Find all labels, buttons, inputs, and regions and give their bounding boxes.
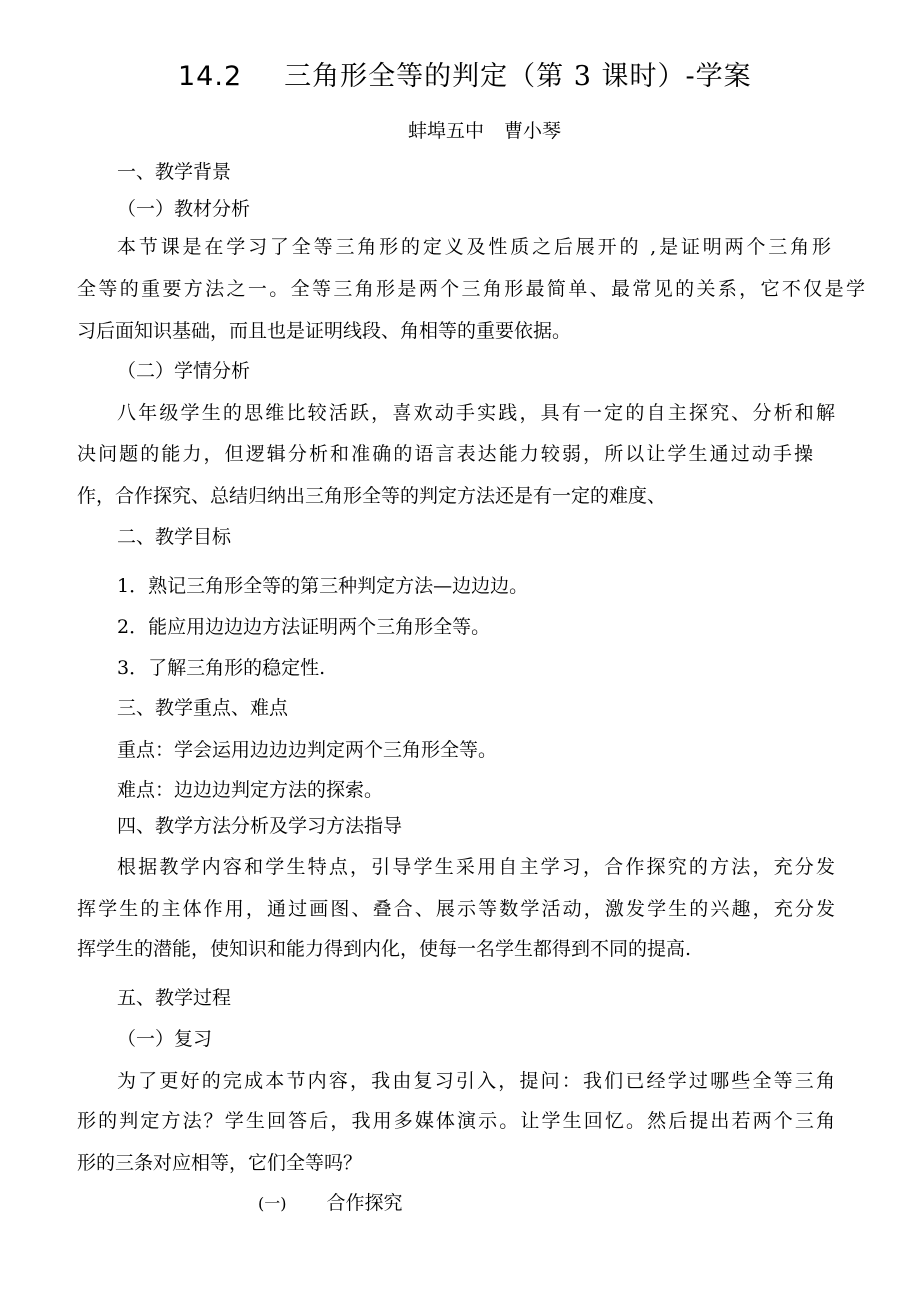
section-3-heading: 三、教学重点、难点 <box>117 697 289 719</box>
paragraph-line: 习后面知识基础，而且也是证明线段、角相等的重要依据。 <box>77 320 572 342</box>
key-point: 重点：学会运用边边边判定两个三角形全等。 <box>117 739 498 761</box>
paragraph-line: 挥学生的潜能，使知识和能力得到内化，使每一名学生都得到不同的提高. <box>77 938 692 960</box>
paragraph-line: 决问题的能力，但逻辑分析和准确的语言表达能力较弱，所以让学生通过动手操 <box>77 443 813 465</box>
subsection-textbook-analysis: （一）教材分析 <box>117 198 251 220</box>
objective-item: 2．能应用边边边方法证明两个三角形全等。 <box>117 616 491 638</box>
difficult-point: 难点：边边边判定方法的探索。 <box>117 779 384 801</box>
subsection-label: 合作探究 <box>326 1192 403 1214</box>
subsection-cooperative-inquiry <box>258 1190 403 1217</box>
section-5-heading: 五、教学过程 <box>117 987 232 1009</box>
section-1-heading: 一、教学背景 <box>117 161 232 183</box>
paragraph-line: 形的判定方法？学生回答后，我用多媒体演示。让学生回忆。然后提出若两个三角 <box>77 1110 835 1132</box>
list-marker: (一) <box>258 1194 287 1213</box>
author-name: 曹小琴 <box>504 120 562 142</box>
section-2-heading: 二、教学目标 <box>117 526 232 548</box>
subsection-review: （一）复习 <box>117 1028 213 1050</box>
paragraph-line: 根据教学内容和学生特点，引导学生采用自主学习，合作探究的方法，充分发 <box>117 856 835 878</box>
objective-item: 1．熟记三角形全等的第三种判定方法—边边边。 <box>117 575 529 597</box>
objective-item: 3．了解三角形的稳定性. <box>117 657 326 679</box>
section-4-heading: 四、教学方法分析及学习方法指导 <box>117 815 403 837</box>
paragraph-line: 为了更好的完成本节内容，我由复习引入，提问：我们已经学过哪些全等三角 <box>117 1070 835 1092</box>
page-title <box>178 60 752 94</box>
paragraph-line: 形的三条对应相等，它们全等吗？ <box>77 1152 363 1174</box>
title-number: 14.2 <box>178 61 243 92</box>
paragraph-line: 全等的重要方法之一。全等三角形是两个三角形最简单、最常见的关系，它不仅是学 <box>77 278 865 300</box>
byline <box>408 118 561 144</box>
paragraph-line: 本节课是在学习了全等三角形的定义及性质之后展开的 ,是证明两个三角形 <box>117 236 831 258</box>
school-name: 蚌埠五中 <box>408 120 485 142</box>
subsection-student-analysis: （二）学情分析 <box>117 360 251 382</box>
paragraph-line: 作，合作探究、总结归纳出三角形全等的判定方法还是有一定的难度、 <box>77 485 667 507</box>
paragraph-line: 八年级学生的思维比较活跃，喜欢动手实践，具有一定的自主探究、分析和解 <box>117 402 835 424</box>
title-text: 三角形全等的判定（第 3 课时）-学案 <box>284 61 752 92</box>
paragraph-line: 挥学生的主体作用，通过画图、叠合、展示等数学活动，激发学生的兴趣，充分发 <box>77 898 835 920</box>
